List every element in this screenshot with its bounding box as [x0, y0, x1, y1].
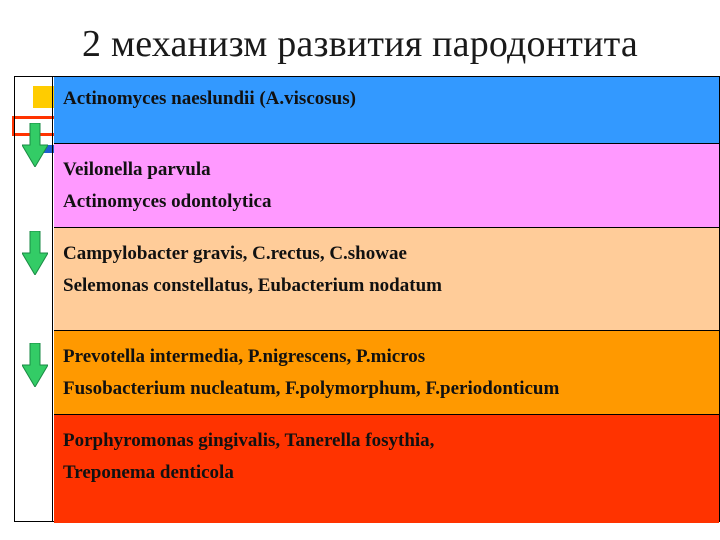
down-arrow-icon	[22, 231, 48, 275]
table-row	[54, 331, 719, 415]
row-text: Actinomyces odontolytica	[63, 191, 272, 212]
row-text: Fusobacterium nucleatum, F.polymorphum, F.periodonticum	[63, 378, 560, 399]
down-arrow-icon	[22, 123, 48, 167]
slide-title: 2 механизм развития пародонтита	[82, 23, 638, 65]
row-text: Prevotella intermedia, P.nigrescens, P.micros	[63, 346, 426, 367]
down-arrow-icon	[22, 343, 48, 387]
row-text: Veilonella parvula	[63, 159, 211, 180]
table-row	[54, 415, 719, 523]
bacteria-table	[14, 76, 720, 522]
table-row	[54, 228, 719, 331]
table-row	[54, 77, 719, 144]
row-text: Campylobacter gravis, C.rectus, C.showae	[63, 243, 407, 264]
row-text: Selemonas constellatus, Eubacterium nodatum	[63, 275, 442, 296]
row-text: Actinomyces naeslundii (A.viscosus)	[63, 88, 356, 109]
row-text: Treponema denticola	[63, 462, 234, 483]
table-row	[54, 144, 719, 228]
row-text: Porphyromonas gingivalis, Tanerella fosythia,	[63, 430, 435, 451]
